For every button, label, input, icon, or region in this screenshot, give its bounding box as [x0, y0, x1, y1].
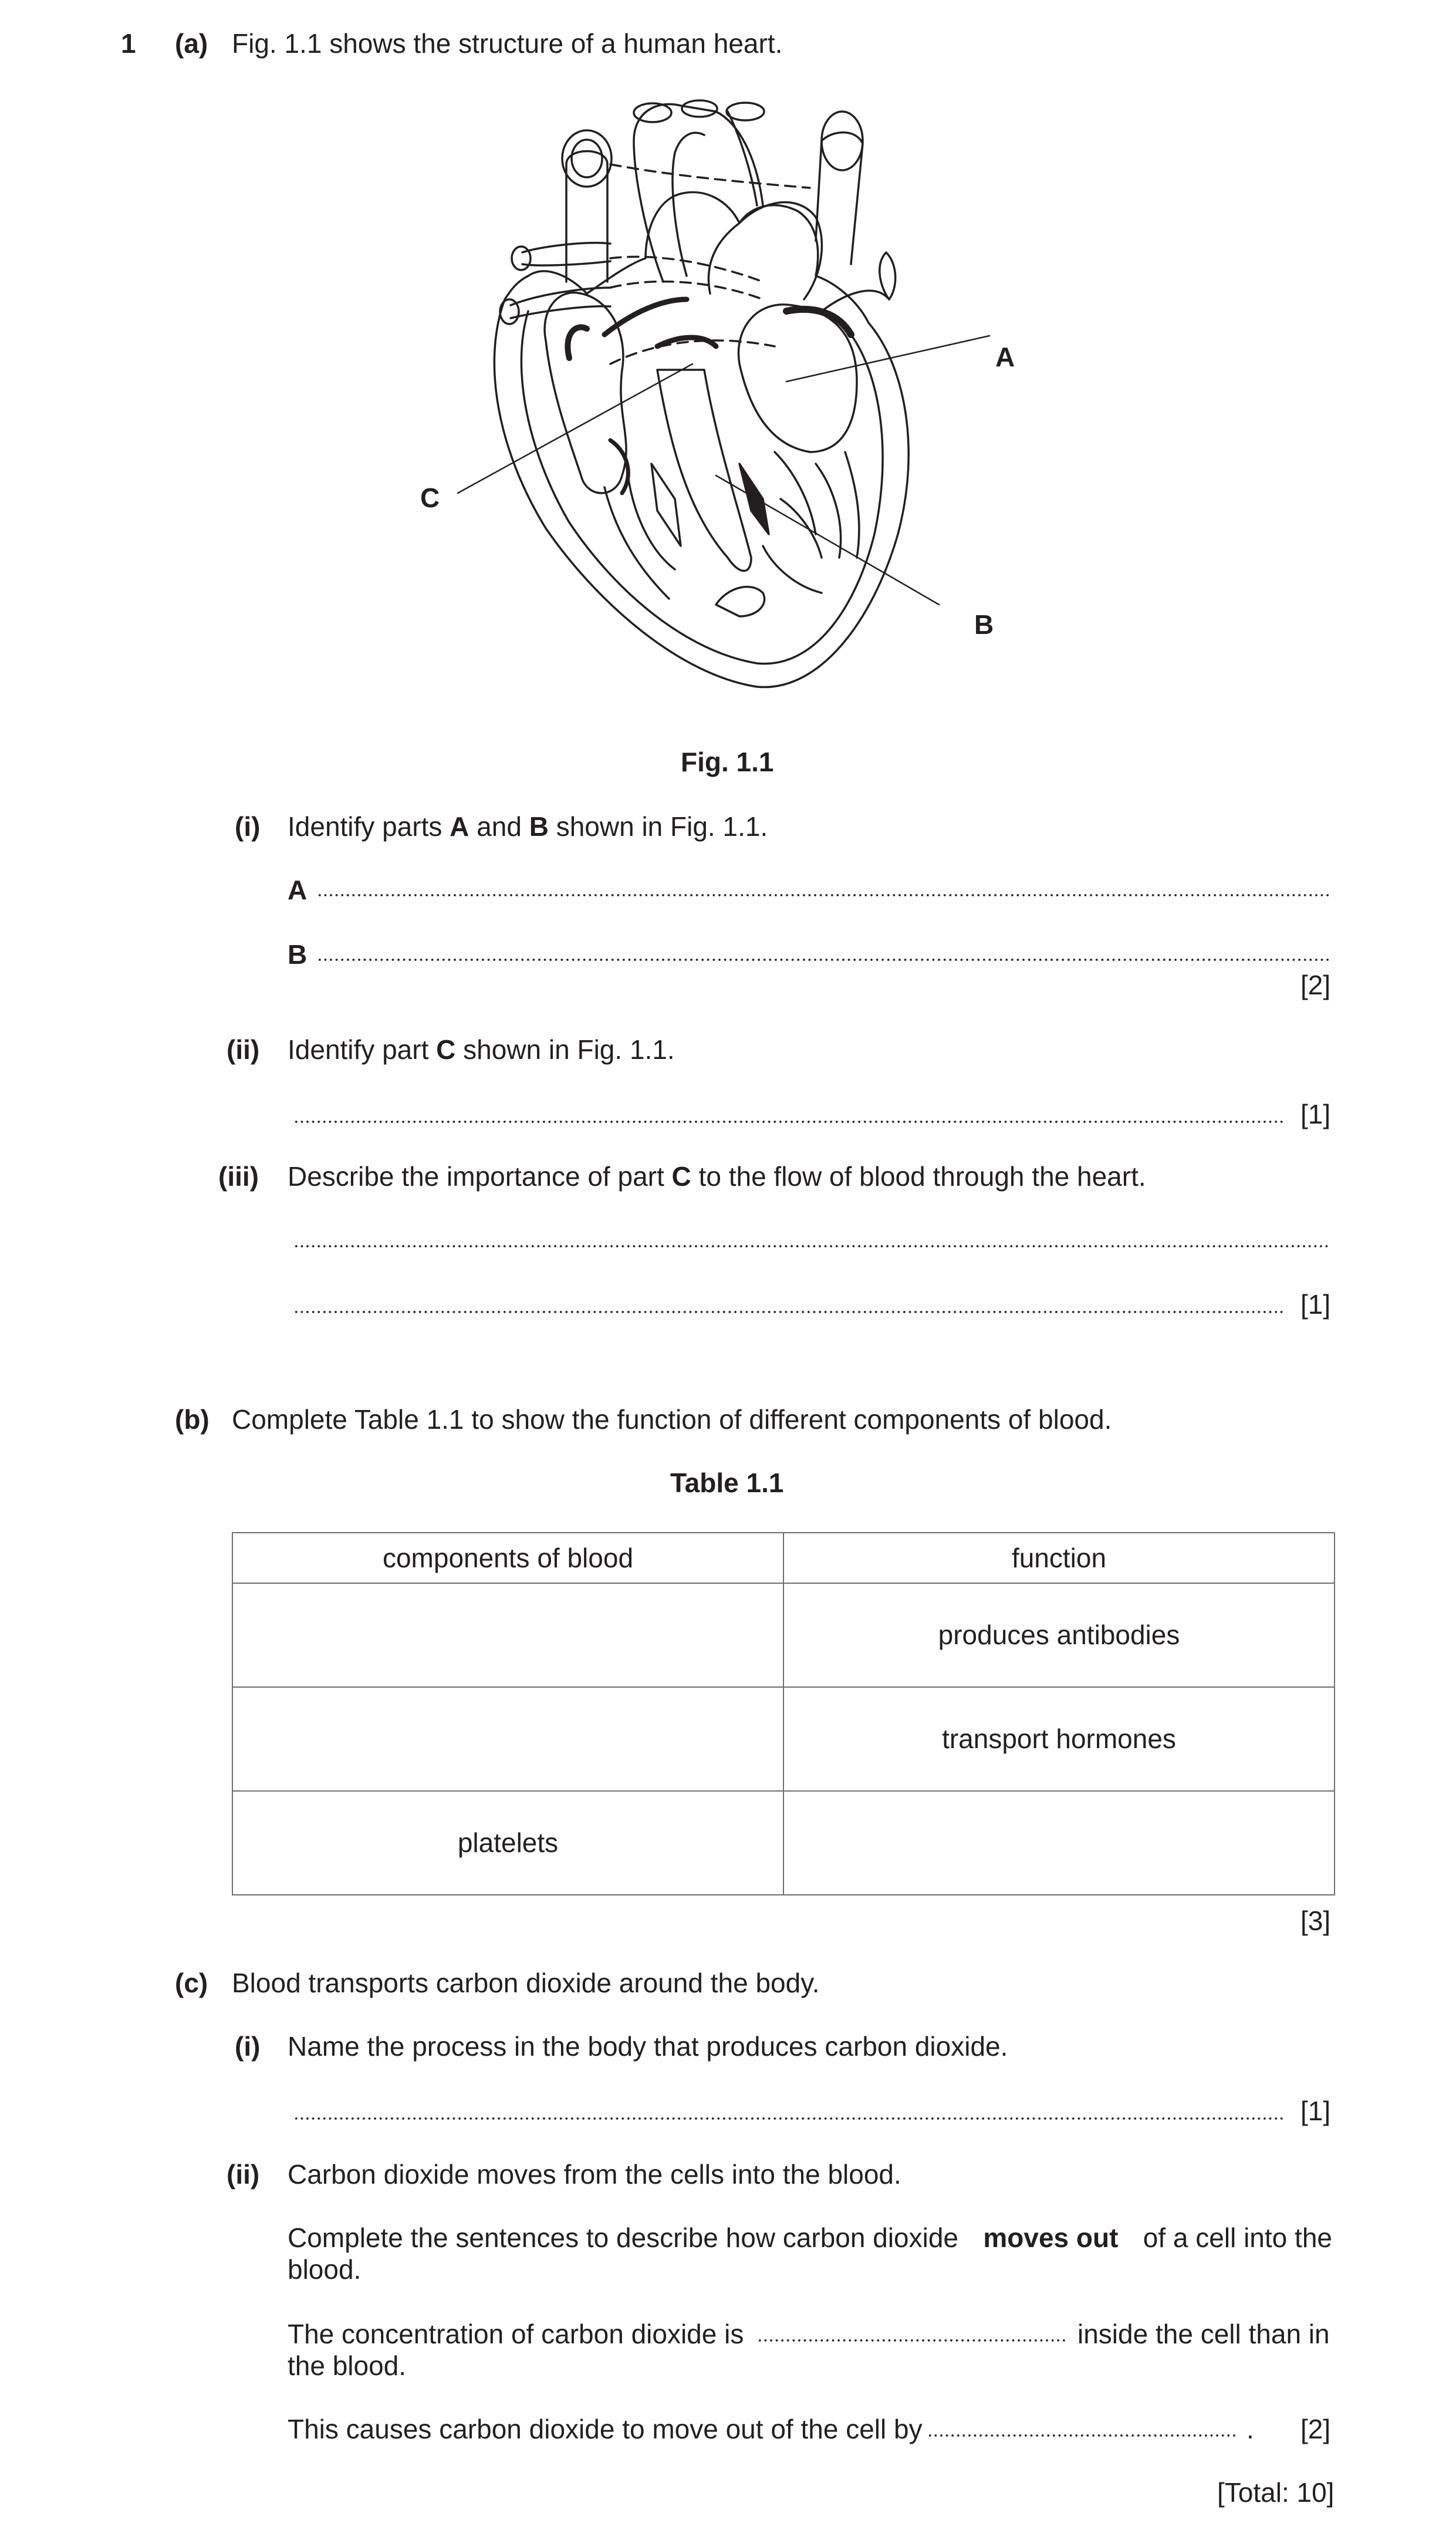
c-sub-i-question: Name the process in the body that produces carbon dioxide. — [288, 2031, 1008, 2062]
cell-function: transport hormones — [783, 1687, 1335, 1791]
cell-function: produces antibodies — [783, 1583, 1335, 1687]
sub-i-label: (i) — [235, 811, 261, 842]
sub-iii-label: (iii) — [218, 1161, 259, 1192]
part-b-intro: Complete Table 1.1 to show the function of different components of blood. — [232, 1404, 1112, 1435]
question-number: 1 — [121, 28, 136, 59]
answer-line-c-importance-2[interactable] — [293, 1310, 1285, 1314]
sub-ii-question: Identify part C shown in Fig. 1.1. — [288, 1034, 675, 1065]
answer-blank-process[interactable] — [927, 2434, 1238, 2437]
answer-line-b[interactable] — [317, 958, 1331, 962]
answer-label-b: B — [288, 939, 308, 970]
answer-line-c-importance-1[interactable] — [293, 1244, 1331, 1248]
table-row — [232, 1791, 1335, 1895]
marks-a-iii: [1] — [1300, 1289, 1331, 1320]
answer-line-a[interactable] — [317, 893, 1331, 897]
answer-line-process[interactable] — [293, 2117, 1285, 2120]
c-sub-ii-instruction: Complete the sentences to describe how carbon dioxide moves out of a cell into the — [288, 2222, 1332, 2253]
c-sub-ii-label: (ii) — [227, 2159, 260, 2190]
cell-component: platelets — [232, 1791, 783, 1895]
c-sub-i-label: (i) — [235, 2031, 261, 2062]
cell-function-answer[interactable] — [783, 1791, 1335, 1895]
heart-diagram — [411, 88, 1068, 716]
sentence-1-end: inside the cell than in — [1077, 2319, 1330, 2349]
sentence-1-line2: the blood. — [288, 2350, 407, 2381]
answer-blank-concentration[interactable] — [757, 2339, 1068, 2342]
sub-i-question: Identify parts A and B shown in Fig. 1.1. — [288, 811, 768, 842]
figure-label-a: A — [995, 342, 1015, 372]
marks-c-ii: [2] — [1300, 2414, 1331, 2444]
total-marks: [Total: 10] — [1217, 2477, 1335, 2508]
blood-components-table — [232, 1532, 1335, 1895]
sub-iii-question: Describe the importance of part C to the flow of blood through the heart. — [288, 1161, 1146, 1192]
sub-ii-label: (ii) — [227, 1034, 260, 1065]
sentence-2-period: . — [1246, 2414, 1254, 2444]
part-c-label: (c) — [175, 1968, 208, 1998]
marks-a-i: [2] — [1300, 970, 1331, 1000]
cell-component-answer[interactable] — [232, 1583, 783, 1687]
figure-label-c: C — [420, 483, 440, 513]
part-a-intro: Fig. 1.1 shows the structure of a human heart. — [232, 28, 783, 59]
part-c-intro: Blood transports carbon dioxide around the body. — [232, 1968, 820, 1998]
marks-a-ii: [1] — [1300, 1099, 1331, 1129]
table-row — [232, 1583, 1335, 1687]
figure-label-b: B — [974, 609, 994, 640]
sentence-2-start: This causes carbon dioxide to move out of the cell by — [288, 2414, 923, 2444]
table-row — [232, 1687, 1335, 1791]
marks-b: [3] — [1300, 1905, 1331, 1936]
header-components: components of blood — [232, 1533, 783, 1583]
answer-label-a: A — [288, 875, 308, 905]
sentence-1-start: The concentration of carbon dioxide is — [288, 2319, 744, 2349]
part-a-label: (a) — [175, 28, 208, 59]
table-header-row — [232, 1533, 1335, 1583]
answer-line-c[interactable] — [293, 1120, 1285, 1124]
cell-component-answer[interactable] — [232, 1687, 783, 1791]
c-sub-ii-instruction-line2: blood. — [288, 2254, 362, 2285]
marks-c-i: [1] — [1300, 2096, 1331, 2126]
figure-caption: Fig. 1.1 — [681, 747, 774, 777]
part-b-label: (b) — [175, 1404, 210, 1435]
header-function: function — [783, 1533, 1335, 1583]
c-sub-ii-text: Carbon dioxide moves from the cells into the blood. — [288, 2159, 901, 2190]
table-title: Table 1.1 — [670, 1468, 784, 1498]
